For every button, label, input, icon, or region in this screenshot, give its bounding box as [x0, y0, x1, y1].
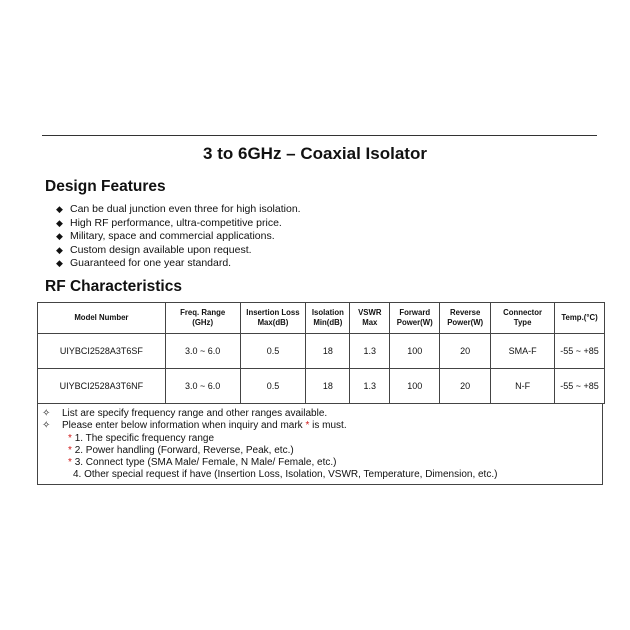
cell-temp: -55 ~ +85: [555, 334, 605, 369]
feature-text: Military, space and commercial applications.: [70, 230, 275, 243]
required-star: *: [68, 457, 72, 469]
header-connector-type: Connector Type: [491, 303, 555, 334]
diamond-bullet-icon: ◆: [56, 204, 63, 214]
feature-text: High RF performance, ultra-competitive price.: [70, 216, 282, 229]
note-item: * 2. Power handling (Forward, Reverse, Peak, etc.): [68, 444, 294, 456]
notes-box: [37, 404, 603, 485]
cell-temp: -55 ~ +85: [555, 369, 605, 404]
cell-freq: 3.0 ~ 6.0: [165, 369, 240, 404]
table-row: [38, 334, 605, 369]
cell-reverse-power: 20: [440, 369, 491, 404]
cell-insertion-loss: 0.5: [240, 334, 306, 369]
feature-text: Can be dual junction even three for high isolation.: [70, 203, 301, 215]
note-item: * 1. The specific frequency range: [68, 432, 215, 444]
cell-vswr: 1.3: [350, 369, 390, 404]
cell-vswr: 1.3: [350, 334, 390, 369]
cell-model: UIYBCI2528A3T6NF: [38, 369, 166, 404]
cell-connector: SMA-F: [491, 334, 555, 369]
header-freq-range: Freq. Range (GHz): [165, 303, 240, 334]
note-item: 4. Other special request if have (Insertion Loss, Isolation, VSWR, Temperature, Dimension, etc.): [73, 469, 498, 481]
cell-isolation: 18: [306, 334, 350, 369]
list-item: [56, 257, 301, 271]
required-star: *: [305, 420, 310, 432]
list-item: [56, 203, 301, 217]
feature-text: Guaranteed for one year standard.: [70, 257, 232, 270]
cell-forward-power: 100: [390, 369, 440, 404]
top-rule: [42, 135, 597, 136]
note-item: * 3. Connect type (SMA Male/ Female, N Male/ Female, etc.): [68, 457, 337, 469]
diamond-bullet-icon: ◆: [56, 217, 63, 228]
required-star: *: [68, 444, 72, 456]
note-line: ✧ Please enter below information when inquiry and mark * is must.: [42, 420, 347, 432]
cell-model: UIYBCI2528A3T6SF: [38, 334, 166, 369]
rf-characteristics-heading: RF Characteristics: [45, 278, 182, 295]
table-header-row: [38, 303, 605, 334]
header-model-number: Model Number: [38, 303, 166, 334]
required-star: *: [68, 432, 72, 444]
cell-forward-power: 100: [390, 334, 440, 369]
header-vswr: VSWR Max: [350, 303, 390, 334]
cell-isolation: 18: [306, 369, 350, 404]
header-forward-power: Forward Power(W): [390, 303, 440, 334]
header-isolation: Isolation Min(dB): [306, 303, 350, 334]
diamond-bullet-icon: ◆: [56, 258, 63, 269]
cell-insertion-loss: 0.5: [240, 369, 306, 404]
rf-spec-table: [37, 302, 605, 404]
page-title: 3 to 6GHz – Coaxial Isolator: [203, 144, 427, 163]
diamond-bullet-icon: ◆: [56, 231, 63, 242]
list-item: [56, 217, 301, 231]
list-item: [56, 230, 301, 244]
list-item: [56, 244, 301, 258]
design-features-heading: Design Features: [45, 178, 166, 195]
cell-freq: 3.0 ~ 6.0: [165, 334, 240, 369]
feature-text: Custom design available upon request.: [70, 243, 252, 256]
header-insertion-loss: Insertion Loss Max(dB): [240, 303, 306, 334]
header-reverse-power: Reverse Power(W): [440, 303, 491, 334]
cell-reverse-power: 20: [440, 334, 491, 369]
table-row: [38, 369, 605, 404]
header-temp: Temp.(°C): [555, 303, 605, 334]
sparkle-bullet-icon: ✧: [42, 420, 51, 432]
cell-connector: N-F: [491, 369, 555, 404]
diamond-bullet-icon: ◆: [56, 244, 63, 255]
note-line: ✧ List are specify frequency range and other ranges available.: [42, 408, 328, 419]
features-list: [56, 203, 301, 271]
sparkle-bullet-icon: ✧: [42, 408, 51, 419]
